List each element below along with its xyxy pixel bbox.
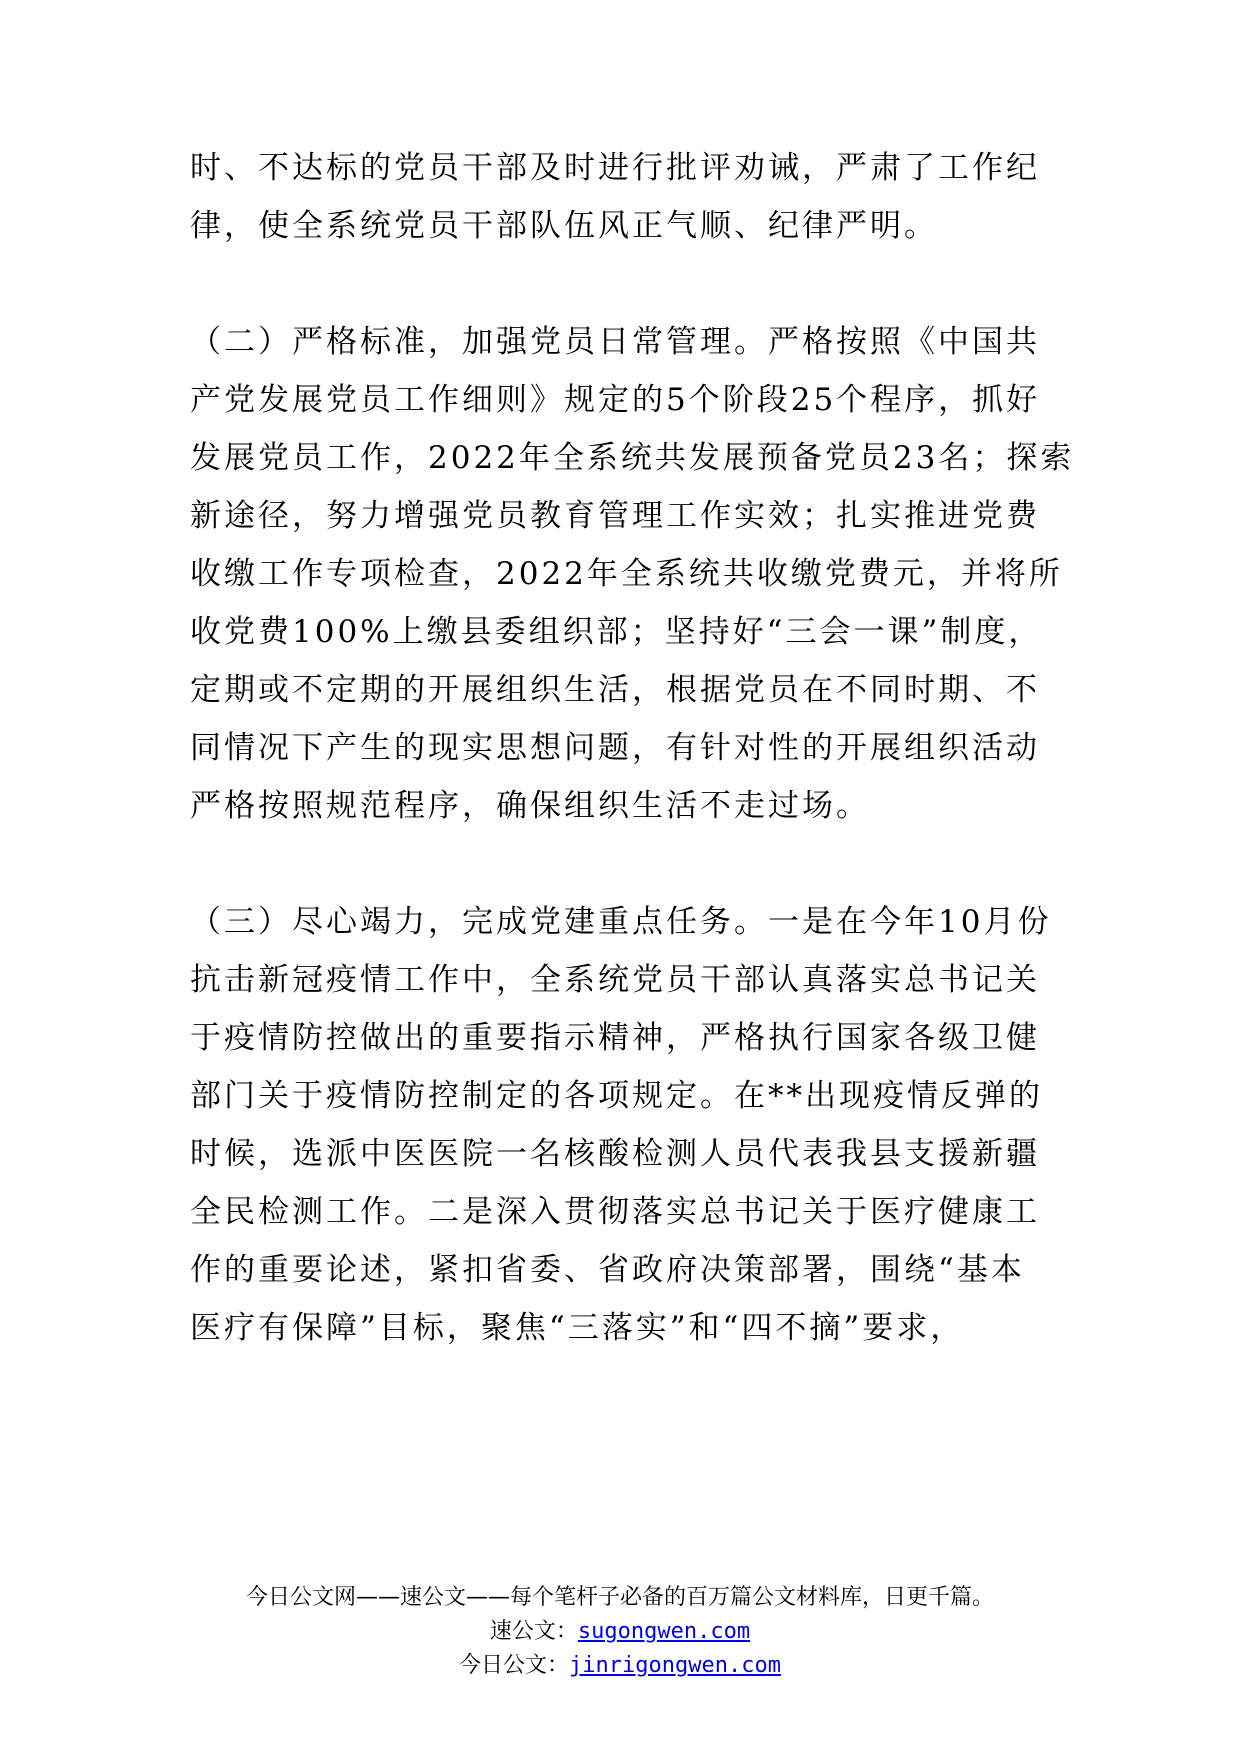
text-line: 律，使全系统党员干部队伍风正气顺、纪律严明。 xyxy=(190,208,938,244)
footer-site1 xyxy=(0,1614,1240,1645)
section-heading-line: （二）严格标准，加强党员日常管理。严格按照《中国共 xyxy=(190,324,1040,360)
footer-site2-link[interactable]: jinrigongwen.com xyxy=(569,1653,781,1678)
text-line: 抗击新冠疫情工作中，全系统党员干部认真落实总书记关 xyxy=(190,962,1040,998)
text-line: 严格按照规范程序，确保组织生活不走过场。 xyxy=(190,788,870,824)
text-line: 部门关于疫情防控制定的各项规定。在**出现疫情反弹的 xyxy=(190,1078,1043,1114)
footer-site1-label: 速公文： xyxy=(489,1619,578,1644)
text-line: 全民检测工作。二是深入贯彻落实总书记关于医疗健康工 xyxy=(190,1194,1040,1230)
text-line: 同情况下产生的现实思想问题，有针对性的开展组织活动 xyxy=(190,730,1040,766)
text-line: 产党发展党员工作细则》规定的5个阶段25个程序，抓好 xyxy=(190,382,1041,418)
text-line: 时、不达标的党员干部及时进行批评劝诫，严肃了工作纪 xyxy=(190,150,1040,186)
text-line: 作的重要论述，紧扣省委、省政府决策部署，围绕“基本 xyxy=(190,1252,1025,1288)
section-heading-line: （三）尽心竭力，完成党建重点任务。一是在今年10月份 xyxy=(190,904,1052,940)
footer-tagline: 今日公文网——速公文——每个笔杆子必备的百万篇公文材料库，日更千篇。 xyxy=(245,1585,994,1610)
text-line: 时候，选派中医医院一名核酸检测人员代表我县支援新疆 xyxy=(190,1136,1040,1172)
text-line: 新途径，努力增强党员教育管理工作实效；扎实推进党费 xyxy=(190,498,1040,534)
footer-site1-link[interactable]: sugongwen.com xyxy=(577,1619,751,1644)
text-line: 定期或不定期的开展组织生活，根据党员在不同时期、不 xyxy=(190,672,1040,708)
text-line: 医疗有保障”目标，聚焦“三落实”和“四不摘”要求， xyxy=(190,1310,965,1346)
footer-site2-label: 今日公文： xyxy=(459,1653,570,1678)
text-line: 发展党员工作，2022年全系统共发展预备党员23名；探索 xyxy=(190,440,1075,476)
text-line: 收党费100%上缴县委组织部；坚持好“三会一课”制度， xyxy=(190,614,1043,650)
footer-site2 xyxy=(0,1648,1240,1679)
text-line: 收缴工作专项检查，2022年全系统共收缴党费元，并将所 xyxy=(190,556,1063,592)
text-line: 于疫情防控做出的重要指示精神，严格执行国家各级卫健 xyxy=(190,1020,1040,1056)
